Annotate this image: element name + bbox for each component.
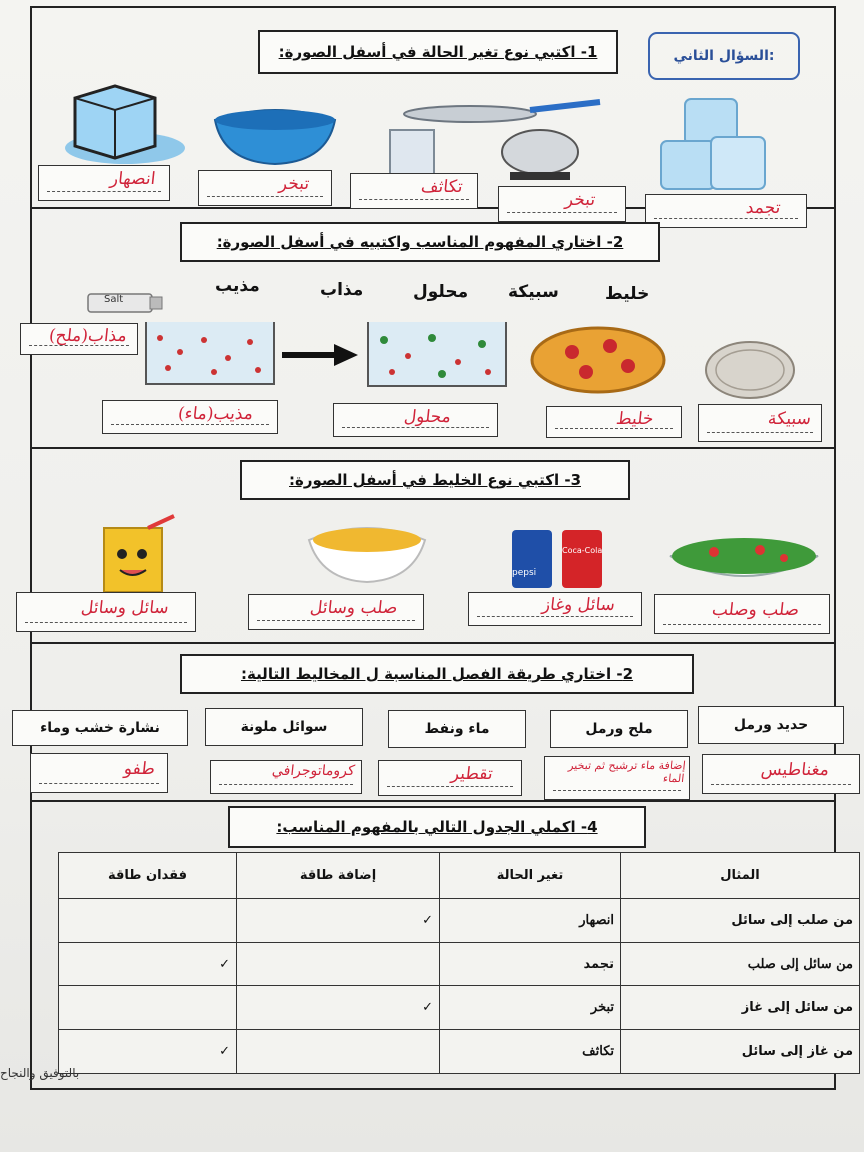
q4a-answer-box[interactable]: [702, 754, 860, 794]
q4a-title: 2- اختاري طريقة الفصل المناسبة ل المخاليط التالية:: [180, 654, 694, 694]
salad-bowl-icon: [664, 526, 824, 592]
q2a-answer-box[interactable]: [102, 400, 278, 434]
energy-loss-cell[interactable]: [59, 986, 237, 1030]
table-row: [59, 986, 860, 1030]
q1-answer-box[interactable]: [198, 170, 332, 206]
can-label: pepsi: [512, 568, 537, 578]
melting-ice-icon: [55, 78, 185, 170]
energy-loss-cell[interactable]: ✓: [59, 942, 237, 986]
q1-answer: تبخر: [563, 190, 597, 210]
q3-answer: سائل وغاز: [541, 595, 617, 615]
divider: [30, 642, 836, 644]
table-header-row: [59, 853, 860, 899]
q1-answer: انصهار: [108, 169, 157, 189]
ice-cubes-icon: [655, 95, 775, 200]
q1-answer-box[interactable]: [498, 186, 626, 222]
solvent-beaker-icon: [140, 318, 280, 390]
condensation-kettle-icon: [380, 92, 610, 182]
q1-answer-box[interactable]: [38, 165, 170, 201]
q3-answer-box[interactable]: [468, 592, 642, 626]
q3-answer: صلب وصلب: [710, 600, 801, 620]
energy-add-cell[interactable]: [237, 1030, 440, 1074]
divider: [30, 447, 836, 449]
col-header: فقدان طاقة: [59, 853, 237, 899]
can-label: Coca-Cola: [562, 546, 603, 555]
q4a-answer: إضافة ماء ترشيح ثم تبخير الماء: [567, 759, 687, 785]
q2a-answer-box[interactable]: [333, 403, 498, 437]
soda-cans-icon: [508, 526, 608, 590]
concept-word: مذيب: [215, 276, 260, 296]
q3-answer: سائل وسائل: [80, 598, 171, 618]
example-cell: من صلب إلى سائل: [621, 898, 860, 942]
example-cell: من غاز إلى سائل: [621, 1030, 860, 1074]
col-header: إضافة طاقة: [237, 853, 440, 899]
q1-answer-box[interactable]: [350, 173, 478, 209]
q2a-answer: سبيكة: [766, 409, 813, 429]
example-cell: من سائل إلى صلب: [621, 942, 860, 986]
q4a-answer-box[interactable]: [30, 753, 168, 793]
salt-shaker-icon: [86, 290, 166, 316]
col-header: المثال: [621, 853, 860, 899]
table-row: [59, 942, 860, 986]
water-bowl-icon: [205, 100, 345, 170]
q1-answer: تبخر: [277, 174, 311, 194]
q1-answer: تجمد: [744, 198, 782, 218]
q2a-answer-box[interactable]: [698, 404, 822, 442]
energy-add-cell[interactable]: ✓: [237, 986, 440, 1030]
q4a-answer: طفو: [123, 759, 157, 779]
coin-icon: [702, 340, 798, 400]
cereal-bowl-icon: [303, 520, 431, 584]
q3-answer-box[interactable]: [16, 592, 196, 632]
state-change-cell[interactable]: تجمد: [440, 942, 621, 986]
table-row: [59, 898, 860, 942]
energy-table: [58, 852, 860, 1074]
mixture-option: نشارة خشب وماء: [12, 710, 188, 746]
mixture-option: سوائل ملونة: [205, 708, 363, 746]
q4a-answer: مغناطيس: [759, 760, 831, 780]
mixture-option: حديد ورمل: [698, 706, 844, 744]
energy-add-cell[interactable]: [237, 942, 440, 986]
q1-title: 1- اكتبي نوع تغير الحالة في أسفل الصورة:: [258, 30, 618, 74]
q4a-answer-box[interactable]: [544, 756, 690, 800]
q3-answer-box[interactable]: [654, 594, 830, 634]
energy-loss-cell[interactable]: [59, 898, 237, 942]
q4-title: 4- اكملي الجدول التالي بالمفهوم المناسب:: [228, 806, 646, 848]
salt-label: Salt: [104, 294, 124, 305]
q4a-answer-box[interactable]: [378, 760, 522, 796]
table-row: [59, 1030, 860, 1074]
q2a-title: 2- اختاري المفهوم المناسب واكتبيه في أسفل الصورة:: [180, 222, 660, 262]
col-header: تغير الحالة: [440, 853, 621, 899]
q1-answer-box[interactable]: [645, 194, 807, 228]
q2a-answer-box[interactable]: [546, 406, 682, 438]
q3-title: 3- اكتبي نوع الخليط في أسفل الصورة:: [240, 460, 630, 500]
q4a-answer-box[interactable]: [210, 760, 362, 794]
q4a-answer: كروماتوجرافي: [271, 763, 356, 779]
q3-answer: صلب وسائل: [308, 598, 399, 618]
q4a-answer: تقطير: [450, 764, 495, 784]
state-change-cell[interactable]: تكاثف: [440, 1030, 621, 1074]
example-cell: من سائل إلى غاز: [621, 986, 860, 1030]
solution-beaker-icon: [362, 318, 512, 392]
arrow-icon: [282, 340, 362, 370]
q2a-answer: محلول: [403, 407, 453, 427]
divider: [30, 800, 836, 802]
energy-loss-cell[interactable]: ✓: [59, 1030, 237, 1074]
q2a-answer: خليط: [614, 409, 655, 429]
question-tag: السؤال الثاني:: [648, 32, 800, 80]
state-change-cell[interactable]: انصهار: [440, 898, 621, 942]
energy-add-cell[interactable]: ✓: [237, 898, 440, 942]
footer-note: بالتوفيق والنجاح: [0, 1066, 80, 1080]
state-change-cell[interactable]: تبخر: [440, 986, 621, 1030]
concept-word: خليط: [605, 284, 650, 304]
q2a-answer: مذاب(ملح): [48, 326, 129, 346]
concept-word: محلول: [413, 282, 469, 302]
juice-glass-icon: [78, 514, 188, 596]
q2a-answer: مذيب(ماء): [176, 404, 255, 424]
mixture-option: ملح ورمل: [550, 710, 688, 748]
concept-word: سبيكة: [508, 282, 559, 302]
concept-word: مذاب: [320, 280, 364, 300]
mixture-option: ماء ونفط: [388, 710, 526, 748]
q1-answer: تكاثف: [420, 177, 465, 197]
q3-answer-box[interactable]: [248, 594, 424, 630]
q2a-answer-box[interactable]: [20, 323, 138, 355]
pizza-icon: [528, 322, 668, 394]
